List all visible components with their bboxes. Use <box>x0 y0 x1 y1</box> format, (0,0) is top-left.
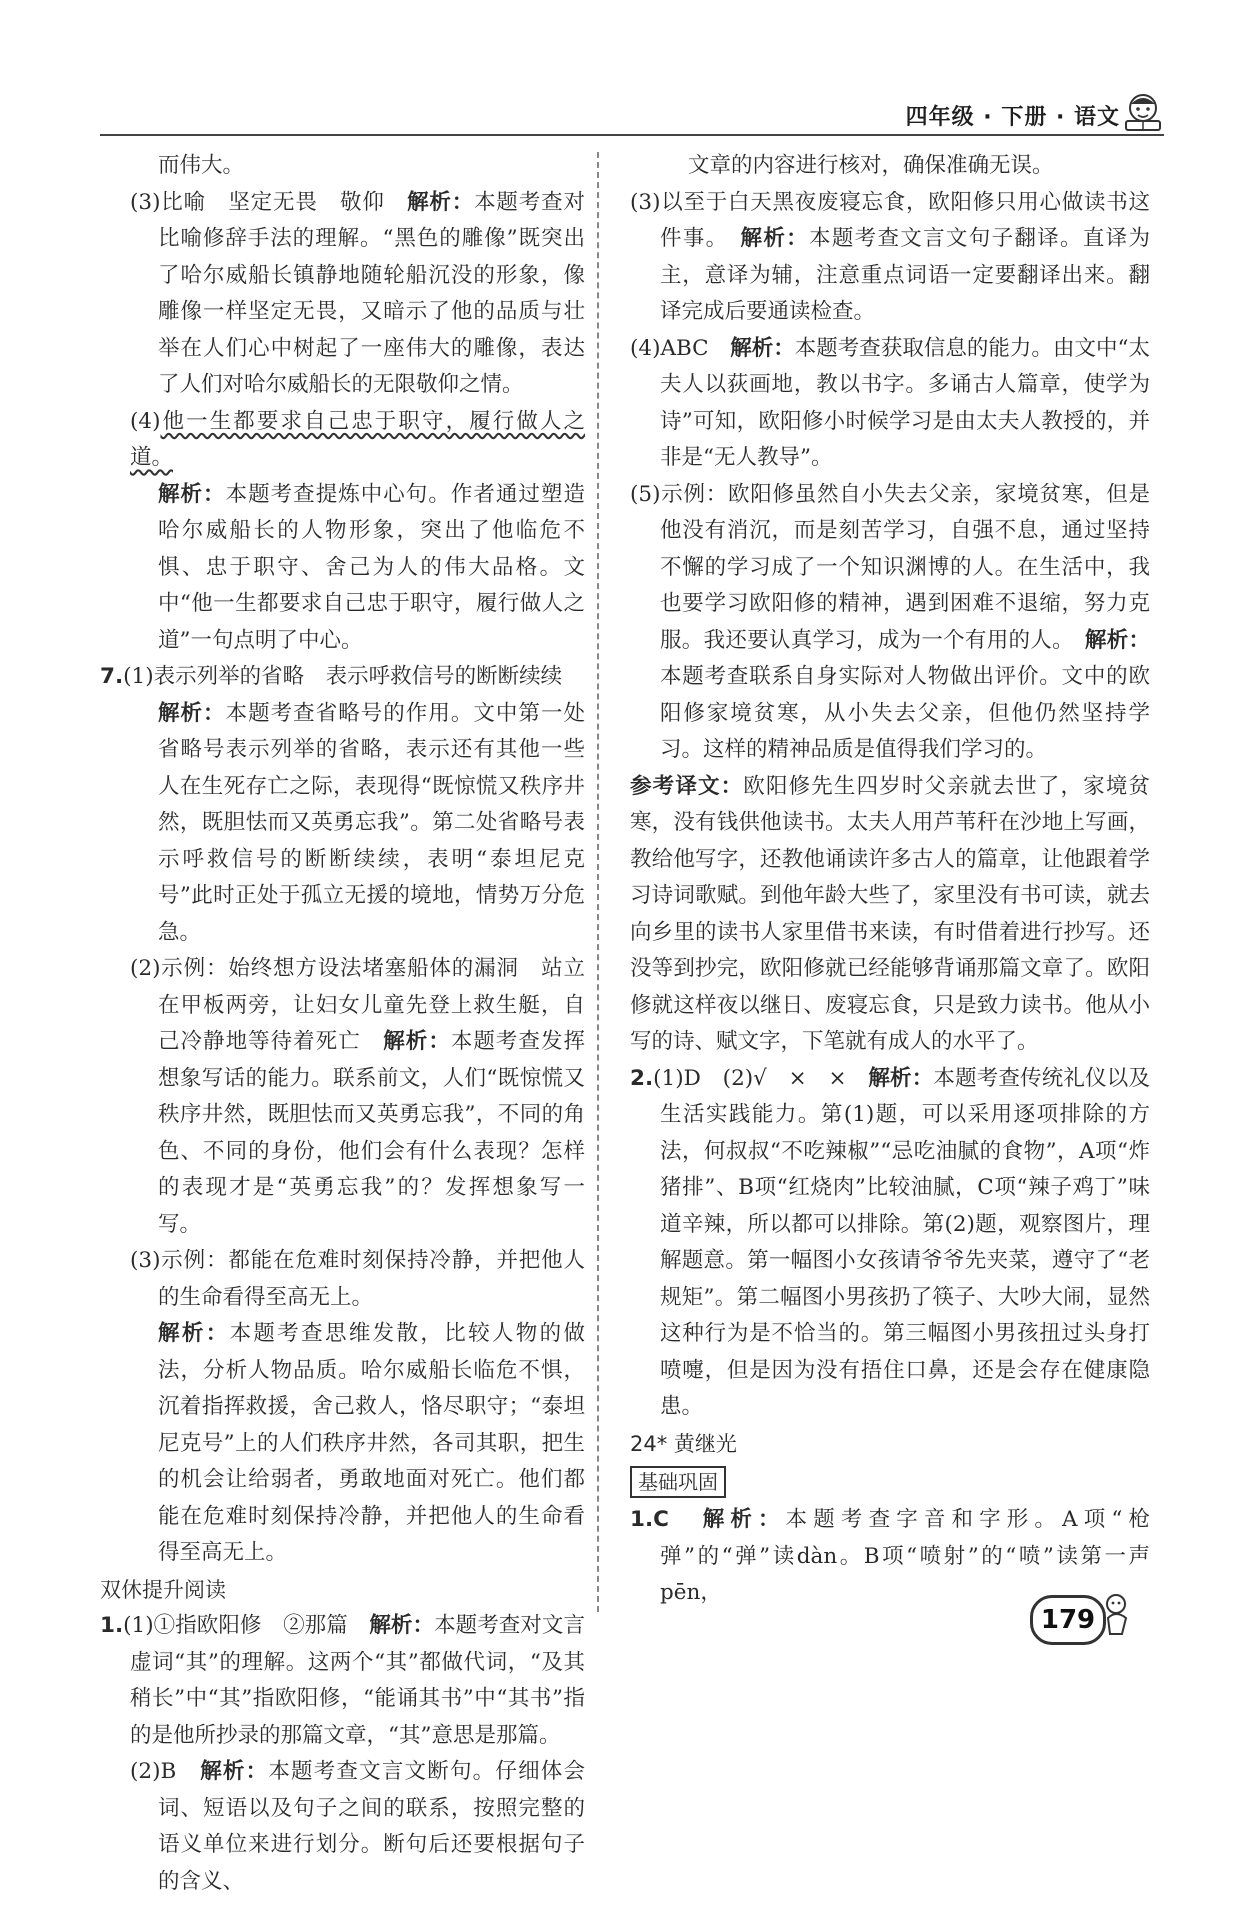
page-header: 四年级 · 下册 · 语文 <box>905 105 1120 130</box>
mascot-icon <box>1120 88 1166 134</box>
page-number: 179 <box>1030 1595 1106 1645</box>
page-number-decoration-icon <box>1098 1588 1138 1638</box>
reference-translation: 参考译文：欧阳修先生四岁时父亲就去世了，家境贫寒，没有钱供他读书。太夫人用芦苇秆在沙地上写画，教给他写字，还教他诵读许多古人的篇章，让他跟着学习诗词歌赋。到他年龄大些了，家里没有书可读，就去向乡里的读书人家里借书来读，有时借着进行抄写。还没等到抄完，欧阳修就已经能够背诵那篇文章了。欧阳修就这样夜以继日、废寝忘食，只是致力读书。他从小写的诗、赋文字，下笔就有成人的水平了。 <box>630 773 1150 1054</box>
section-heading: 双休提升阅读 <box>100 1577 226 1602</box>
answer-q4: (4)他一生都要求自己忠于职守，履行做人之道。 <box>130 408 585 470</box>
text-line: 文章的内容进行核对，确保准确无误。 <box>688 153 1054 178</box>
right-column <box>630 148 1150 1612</box>
answer-q3: (3)比喻 坚定无畏 敬仰 解析：本题考查对比喻修辞手法的理解。“黑色的雕像”既突出了哈尔威船长镇静地随轮船沉没的形象，像雕像一样坚定无畏，又暗示了他的品质与壮举在人们心中树起了一座伟大的雕像，表达了人们对哈尔威船长的无限敬仰之情。 <box>130 189 585 397</box>
header-rule <box>100 134 1164 136</box>
answer-q2: 2.(1)D (2)√ × × 解析：本题考查传统礼仪以及生活实践能力。第(1)题，可以采用逐项排除的方法，何叔叔“不吃辣椒”“忌吃油腻的食物”，A项“炸猪排”、B项“红烧肉”比较油腻，C项“辣子鸡丁”味道辛辣，所以都可以排除。第(2)题，观察图片，理解题意。第一幅图小女孩请爷爷先夹菜，遵守了“老规矩”。第二幅图小男孩扔了筷子、大吵大闹，显然这种行为是不恰当的。第三幅图小男孩扭过头身打喷嚏，但是因为没有捂住口鼻，还是会存在健康隐患。 <box>630 1065 1150 1419</box>
answer-r5: (5)示例：欧阳修虽然自小失去父亲，家境贫寒，但是他没有消沉，而是刻苦学习，自强不息，通过坚持不懈的学习成了一个知识渊博的人。在生活中，我也要学习欧阳修的精神，遇到困难不退缩，努力克服。我还要认真学习，成为一个有用的人。 解析：本题考查联系自身实际对人物做出评价。文中的欧阳修家境贫寒，从小失去父亲，但他仍然坚持学习。这样的精神品质是值得我们学习的。 <box>630 481 1150 762</box>
analysis-q4: 解析：本题考查提炼中心句。作者通过塑造哈尔威船长的人物形象，突出了他临危不惧、忠于职守、舍己为人的伟大品格。文中“他一生都要求自己忠于职守，履行做人之道”一句点明了中心。 <box>158 481 585 653</box>
answer-s1-1: 1.(1)①指欧阳修 ②那篇 解析：本题考查对文言虚词“其”的理解。这两个“其”都做代词，“及其稍长”中“其”指欧阳修，“能诵其书”中“其书”指的是他所抄录的那篇文章，“其”意思是那篇。 <box>100 1613 585 1748</box>
text-line: 而伟大。 <box>158 153 245 178</box>
wavy-underlined-answer: 他一生都要求自己忠于职守，履行做人之道。 <box>130 408 585 470</box>
analysis-q7-1: 解析：本题考查省略号的作用。文中第一处省略号表示列举的省略，表示还有其他一些人在生死存亡之际，表现得“既惊慌又秩序井然，既胆怯而又英勇忘我”。第二处省略号表示呼救信号的断断续续，表明“泰坦尼克号”此时正处于孤立无援的境地，情势万分危急。 <box>158 700 585 945</box>
basic-consolidation-label: 基础巩固 <box>630 1466 726 1498</box>
left-column <box>100 148 585 1900</box>
answer-q7-2: (2)示例：始终想方设法堵塞船体的漏洞 站立在甲板两旁，让妇女儿童先登上救生艇，自己冷静地等待着死亡 解析：本题考查发挥想象写话的能力。联系前文，人们“既惊慌又秩序井然，既胆怯而又英勇忘我”，不同的角色、不同的身份，他们会有什么表现？怎样的表现才是“英勇忘我”的？发挥想象写一写。 <box>130 956 585 1237</box>
answer-s1-2: (2)B 解析：本题考查文言文断句。仔细体会词、短语以及句子之间的联系，按照完整的语义单位来进行划分。断句后还要根据句子的含义、 <box>130 1759 585 1894</box>
answer-q7-3: (3)示例：都能在危难时刻保持冷静，并把他人的生命看得至高无上。 <box>130 1248 585 1310</box>
column-divider <box>597 152 599 1612</box>
answer-r4: (4)ABC 解析：本题考查获取信息的能力。由文中“太夫人以荻画地，教以书字。多诵古人篇章，使学为诗”可知，欧阳修小时候学习是由太夫人教授的，并非是“无人教导”。 <box>630 335 1150 470</box>
answer-b1: 1.C 解析：本题考查字音和字形。A项“枪弹”的“弹”读dàn。B项“喷射”的“喷”读第一声pēn， <box>630 1507 1150 1605</box>
answer-r3: (3)以至于白天黑夜废寝忘食，欧阳修只用心做读书这件事。 解析：本题考查文言文句子翻译。直译为主，意译为辅，注意重点词语一定要翻译出来。翻译完成后要通读检查。 <box>630 189 1150 324</box>
answer-q7-1: 7.(1)表示列举的省略 表示呼救信号的断断续续 <box>100 664 563 689</box>
lesson-title: 24* 黄继光 <box>630 1431 737 1456</box>
analysis-q7-3: 解析：本题考查思维发散，比较人物的做法，分析人物品质。哈尔威船长临危不惧，沉着指挥救援，舍己救人，恪尽职守；“泰坦尼克号”上的人们秩序井然，各司其职，把生的机会让给弱者，勇敢地面对死亡。他们都能在危难时刻保持冷静，并把他人的生命看得至高无上。 <box>158 1321 585 1565</box>
